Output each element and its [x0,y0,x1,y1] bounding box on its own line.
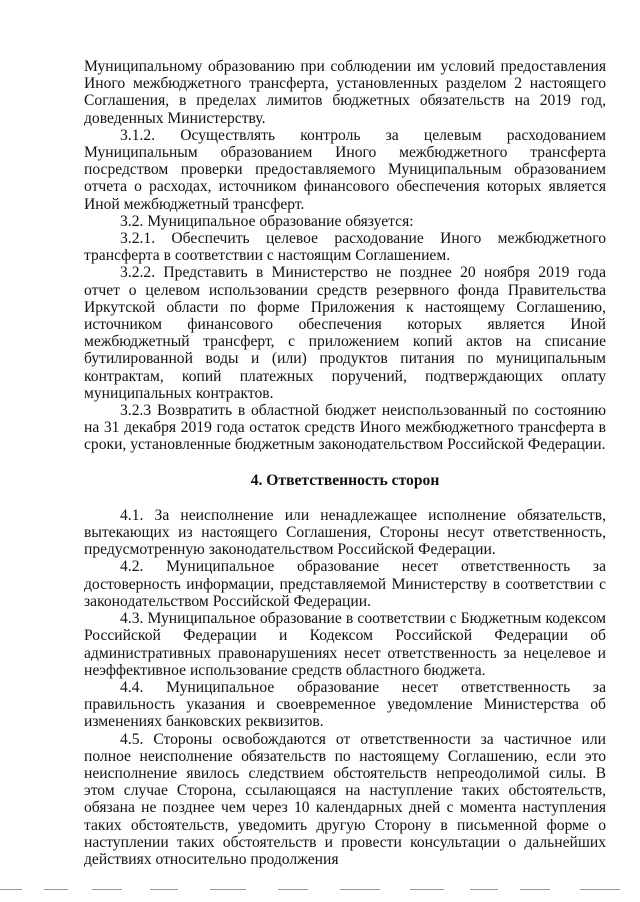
scan-footer-marks [0,886,640,892]
footer-dash [520,889,550,890]
paragraph-4-1: 4.1. За неисполнение или ненадлежащее исполнение обязательств, вытекающих из настоящего Соглашения, Стороны несут ответственность, предусмотренную законодательством Российской Федерации. [84,506,606,559]
paragraph-4-3: 4.3. Муниципальное образование в соответствии с Бюджетным кодексом Российской Федерации и Кодексом Российской Федерации об административных правонарушениях несет ответственность за нецелевое и неэффективное использование средств областного бюджета. [84,610,606,679]
footer-dash [278,889,308,890]
footer-dash [210,889,246,890]
paragraph-4-5: 4.5. Стороны освобождаются от ответственности за частичное или полное неисполнение обязательств по настоящему Соглашению, если это неисполнение явилось следствием обстоятельств непреодолимой силы. В этом случае Сторона, ссылающаяся на наступление таких обстоятельств, обязана не позднее чем через 10 календарных дней с момента наступления таких обстоятельств, уведомить другую Сторону в письменной форме о наступлении таких обстоятельств и провести консультации о дальнейших действиях относительно продолжения [84,730,606,868]
paragraph-3-2-1: 3.2.1. Обеспечить целевое расходование Иного межбюджетного трансферта в соответствии с настоящим Соглашением. [84,230,606,265]
paragraph-4-4: 4.4. Муниципальное образование несет ответственность за правильность указания и своевременное уведомление Министерства об изменениях банковских реквизитов. [84,678,606,731]
footer-dash [410,889,444,890]
footer-dash [0,889,22,890]
paragraph-3-2: 3.2. Муниципальное образование обязуется: [120,212,414,230]
paragraph-continuation: Муниципальному образованию при соблюдении им условий предоставления Иного межбюджетного трансферта, установленных разделом 2 настоящего Соглашения, в пределах лимитов бюджетных обязательств на 2019 год, доведенных Министерству. [84,58,606,127]
paragraph-4-2: 4.2. Муниципальное образование несет ответственность за достоверность информации, представляемой Министерству в соответствии с законодательством Российской Федерации. [84,558,606,610]
footer-dash [150,889,178,890]
paragraph-3-2-3: 3.2.3 Возвратить в областной бюджет неиспользованный по состоянию на 31 декабря 2019 года остаток средств Иного межбюджетного трансферта в сроки, установленные бюджетным законодательством Российской Федерации. [84,402,606,454]
footer-dash [580,889,620,890]
document-page [84,58,606,868]
paragraph-3-2-2: 3.2.2. Представить в Министерство не позднее 20 ноября 2019 года отчет о целевом использовании средств резервного фонда Правительства Иркутской области по форме Приложения к настоящему Соглашению, источником финансового обеспечения которых является Иной межбюджетный трансферт, с приложением копий актов на списание бутилированной воды и (или) продуктов питания по муниципальным контрактам, копий платежных поручений, подтверждающих оплату муниципальных контрактов. [84,264,606,402]
footer-dash [44,889,68,890]
footer-dash [340,889,380,890]
paragraph-3-1-2: 3.1.2. Осуществлять контроль за целевым расходованием Муниципальным образованием Иного межбюджетного трансферта посредством проверки предоставляемого Муниципальным образованием отчета о расходах, источником финансового обеспечения которых является Иной межбюджетный трансферт. [84,126,606,213]
footer-dash [92,889,122,890]
section-heading: 4. Ответственность сторон [250,471,440,489]
footer-dash [470,889,498,890]
